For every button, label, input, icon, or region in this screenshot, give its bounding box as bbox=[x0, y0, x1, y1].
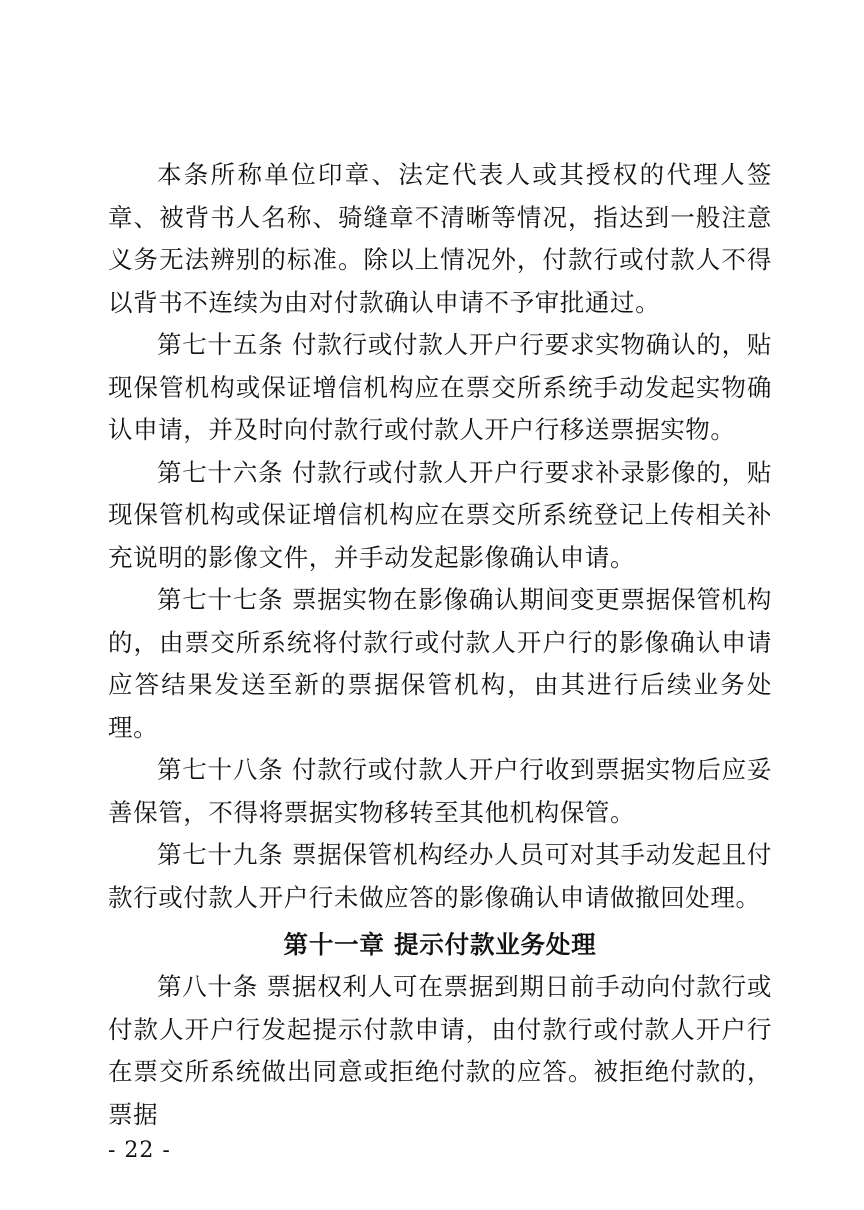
paragraph-article-79: 第七十九条 票据保管机构经办人员可对其手动发起且付款行或付款人开户行未做应答的影像确认申请做撤回处理。 bbox=[108, 840, 772, 912]
paragraph-article-78: 第七十八条 付款行或付款人开户行收到票据实物后应妥善保管，不得将票据实物移转至其他机构保管。 bbox=[108, 755, 772, 827]
chapter-title: 第十一章 提示付款业务处理 bbox=[283, 930, 597, 959]
paragraph-signature-clarity: 本条所称单位印章、法定代表人或其授权的代理人签章、被背书人名称、骑缝章不清晰等情况，指达到一般注意义务无法辨别的标准。除以上情况外，付款行或付款人不得以背书不连续为由对付款确认申请不予审批通过。 bbox=[108, 160, 772, 317]
paragraph-article-77: 第七十七条 票据实物在影像确认期间变更票据保管机构的，由票交所系统将付款行或付款人开户行的影像确认申请应答结果发送至新的票据保管机构，由其进行后续业务处理。 bbox=[108, 585, 772, 742]
body-text-lower bbox=[108, 966, 772, 1136]
paragraph-article-80: 第八十条 票据权利人可在票据到期日前手动向付款行或付款人开户行发起提示付款申请，由付款行或付款人开户行在票交所系统做出同意或拒绝付款的应答。被拒绝付款的，票据 bbox=[108, 972, 772, 1129]
paragraph-article-75: 第七十五条 付款行或付款人开户行要求实物确认的，贴现保管机构或保证增信机构应在票交所系统手动发起实物确认申请，并及时向付款行或付款人开户行移送票据实物。 bbox=[108, 330, 772, 444]
body-text-upper bbox=[108, 154, 772, 919]
page-number: - 22 - bbox=[108, 1138, 171, 1163]
paragraph-article-76: 第七十六条 付款行或付款人开户行要求补录影像的，贴现保管机构或保证增信机构应在票交所系统登记上传相关补充说明的影像文件，并手动发起影像确认申请。 bbox=[108, 457, 772, 572]
